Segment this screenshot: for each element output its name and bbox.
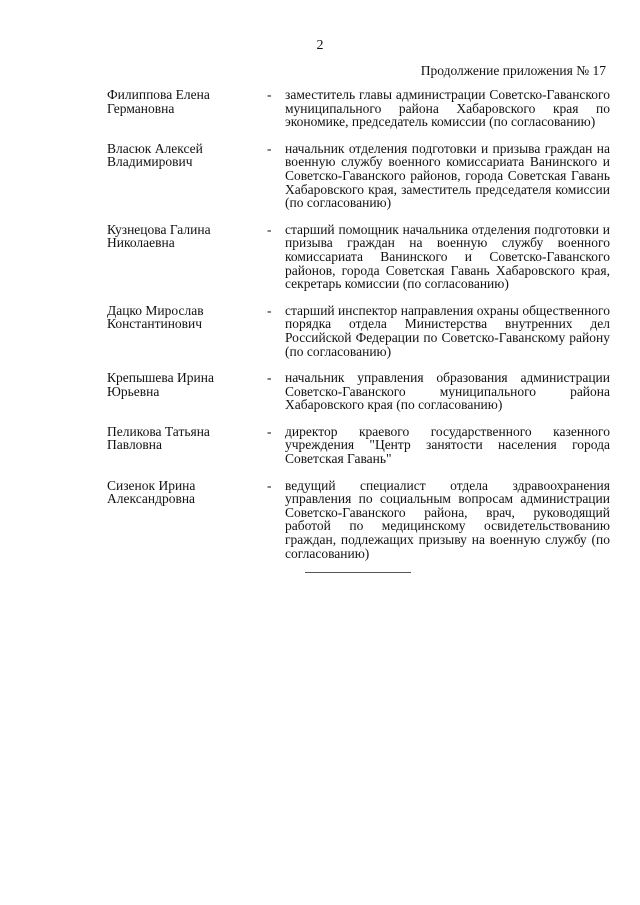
member-dash: - (267, 477, 272, 493)
member-dash: - (267, 140, 272, 156)
member-name-line: Германовна (107, 100, 175, 116)
member-position: ведущий специалист отдела здравоохранения управления по социальным вопросам администрации Советско-Гаванского района, врач, руководящий работой по медицинскому освидетельствованию граждан, подлежащих призыву на военную службу (по согласованию) (285, 477, 610, 561)
continuation-note: Продолжение приложения № 17 (420, 63, 606, 78)
member-name-line: Павловна (107, 437, 163, 453)
member-dash: - (267, 221, 272, 237)
member-name (107, 223, 267, 250)
member-name-line: Юрьевна (107, 383, 160, 399)
member-row (107, 425, 610, 466)
member-position: старший инспектор направления охраны общественного порядка отдела Министерства внутренних дел Российской Федерации по Советско-Гаванскому району (по согласованию) (285, 302, 610, 359)
member-row (107, 142, 610, 210)
member-name (107, 142, 267, 169)
member-name-line: Власюк Алексей (107, 140, 203, 156)
member-dash: - (267, 370, 272, 386)
member-name (107, 479, 267, 506)
member-position: заместитель главы администрации Советско-Гаванского муниципального района Хабаровского края по экономике, председатель комиссии (по согласованию) (285, 87, 610, 130)
member-name (107, 425, 267, 452)
member-dash: - (267, 423, 272, 439)
member-name-line: Дацко Мирослав (107, 302, 204, 318)
member-name-line: Сизенок Ирина (107, 477, 196, 493)
member-row (107, 479, 610, 561)
member-name-line: Крепышева Ирина (107, 370, 214, 386)
member-name-line: Пеликова Татьяна (107, 423, 210, 439)
member-position: старший помощник начальника отделения подготовки и призыва граждан на военную службу военного комиссариата Ванинского и Советско-Гаванского районов, города Советская Гавань Хабаровского края, секретарь комиссии (по согласованию) (285, 221, 610, 292)
member-position: директор краевого государственного казенного учреждения "Центр занятости населения города Советская Гавань" (285, 423, 610, 467)
member-position: начальник отделения подготовки и призыва граждан на военную службу военного комиссариата Ванинского и Советско-Гаванского районов, города Советская Гавань Хабаровского края, заместитель председателя комиссии (по согласованию) (285, 140, 610, 211)
commission-member-list (107, 88, 610, 573)
member-name-line: Николаевна (107, 235, 175, 251)
end-divider (305, 572, 411, 573)
member-row (107, 223, 610, 291)
member-name-line: Филиппова Елена (107, 87, 210, 102)
member-name (107, 88, 267, 115)
member-name-line: Константинович (107, 316, 203, 332)
member-name (107, 371, 267, 398)
member-row (107, 304, 610, 358)
member-name (107, 304, 267, 331)
member-dash: - (267, 87, 272, 102)
member-position: начальник управления образования администрации Советско-Гаванского муниципального района Хабаровского края (по согласованию) (285, 370, 610, 413)
member-name-line: Кузнецова Галина (107, 221, 211, 237)
member-row (107, 88, 610, 129)
member-name-line: Александровна (107, 491, 196, 507)
member-row (107, 371, 610, 412)
page-number: 2 (316, 38, 324, 53)
member-dash: - (267, 302, 272, 318)
member-name-line: Владимирович (107, 154, 193, 170)
